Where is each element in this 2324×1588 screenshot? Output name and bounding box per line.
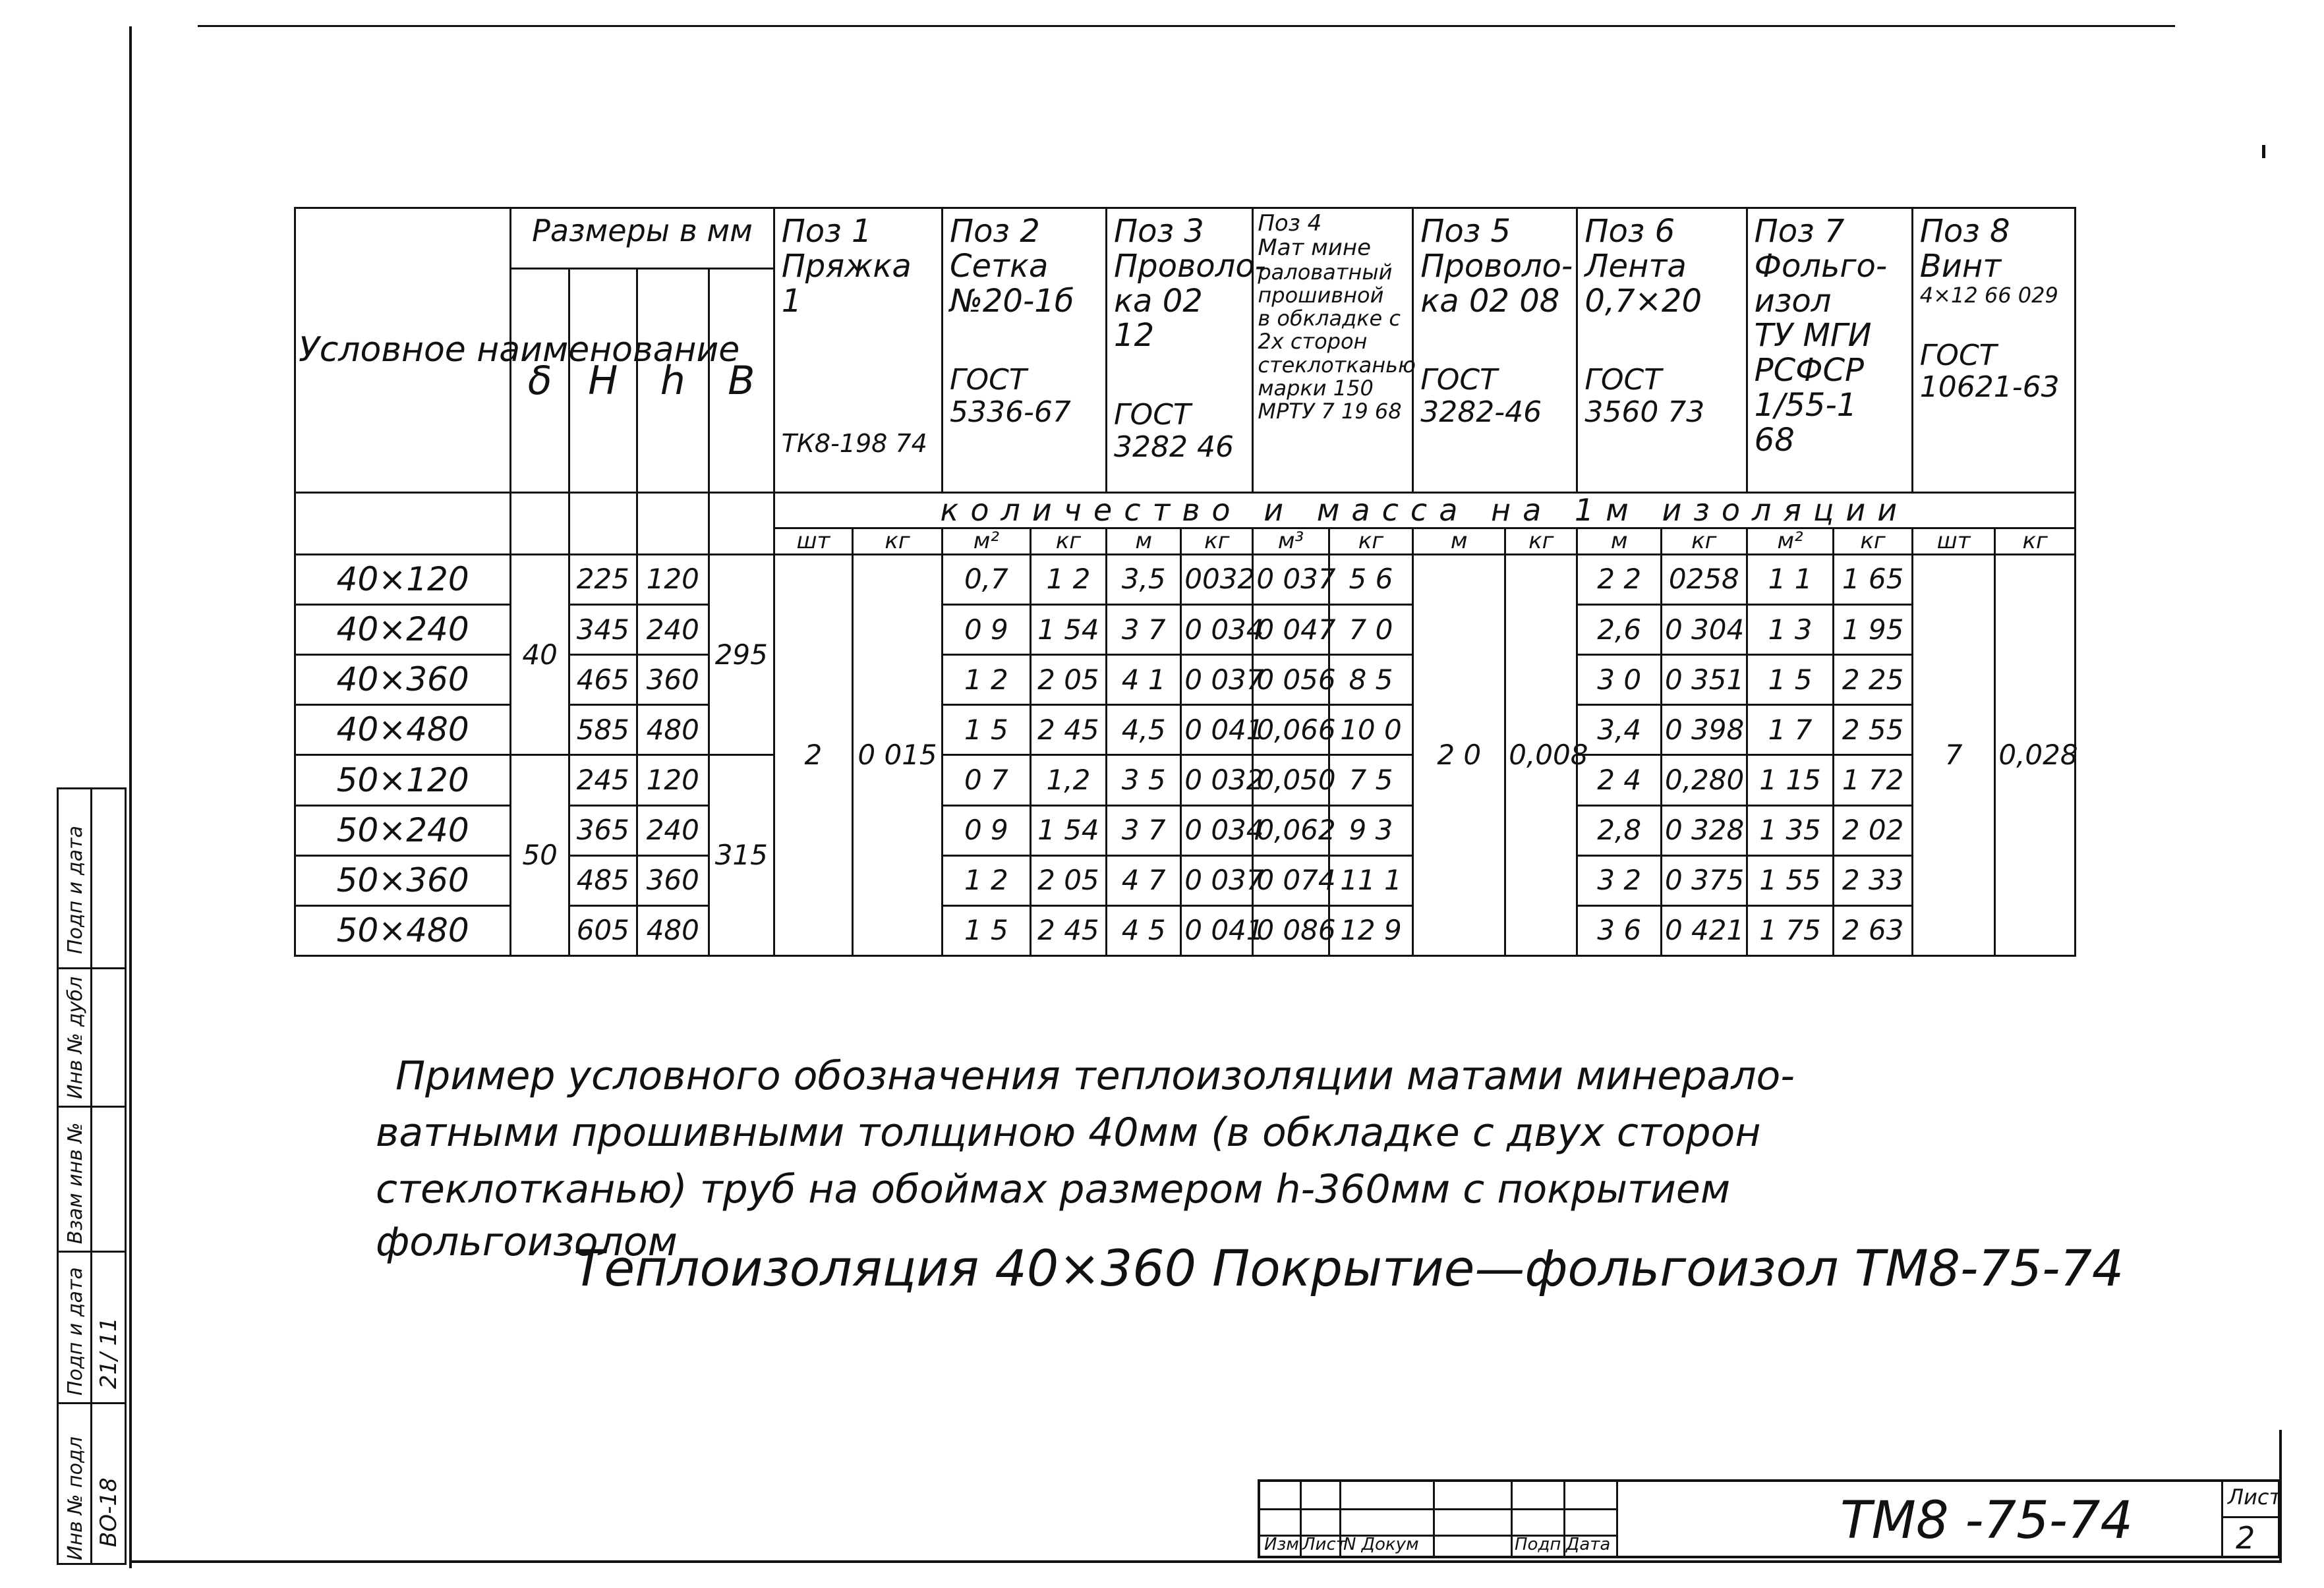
pos4-line7: марки 150 bbox=[1258, 375, 1374, 401]
stamp-label-inv-podl: Инв № подл bbox=[64, 1436, 87, 1560]
cell-p6-kg: 0 304 bbox=[1661, 605, 1747, 655]
p5-m: 2 0 bbox=[1413, 554, 1505, 955]
unit-11: м bbox=[1577, 528, 1662, 554]
cell-p2-m2: 0 7 bbox=[942, 755, 1030, 805]
cell-p3-m: 4 5 bbox=[1107, 905, 1181, 955]
cell-p4-m3: 0 074 bbox=[1253, 855, 1329, 905]
cell-p2-kg: 1 54 bbox=[1030, 805, 1106, 855]
pos4-std: МРТУ 7 19 68 bbox=[1258, 398, 1402, 424]
pos4-line2: раловатный bbox=[1258, 259, 1393, 285]
name-spacer bbox=[295, 493, 511, 555]
header-pos3 bbox=[1107, 208, 1266, 493]
row-name: 40×360 bbox=[295, 655, 511, 705]
stamp-cell-border bbox=[59, 1251, 125, 1253]
cell-p7-m2: 1 15 bbox=[1747, 755, 1834, 805]
cell-p7-kg: 2 33 bbox=[1834, 855, 1912, 905]
p8-qty: 7 bbox=[1912, 554, 1995, 955]
pos1-title: Поз 1 bbox=[781, 213, 872, 250]
cell-p4-kg: 10 0 bbox=[1329, 705, 1413, 755]
cell-h: 240 bbox=[637, 805, 709, 855]
cell-p6-m: 2 2 bbox=[1577, 554, 1662, 604]
cell-p6-kg: 0 351 bbox=[1661, 655, 1747, 705]
cell-h: 120 bbox=[637, 755, 709, 805]
cell-p6-kg: 0,280 bbox=[1661, 755, 1747, 805]
row-name: 50×480 bbox=[295, 905, 511, 955]
pos7-title: Поз 7 bbox=[1754, 213, 1845, 250]
pos5-line1: Проволо- bbox=[1420, 247, 1573, 285]
cell-p7-kg: 1 65 bbox=[1834, 554, 1912, 604]
pos8-line1: Винт bbox=[1919, 247, 2002, 285]
pos5-line2: ка 02 08 bbox=[1420, 282, 1560, 320]
cell-p7-m2: 1 35 bbox=[1747, 805, 1834, 855]
cell-p6-m: 2,8 bbox=[1577, 805, 1662, 855]
pos4-line4: в обкладке с bbox=[1258, 306, 1401, 331]
pos4-title: Поз 4 bbox=[1258, 210, 1322, 237]
unit-8: кг bbox=[1329, 528, 1413, 554]
unit-2: кг bbox=[853, 528, 943, 554]
cell-p2-kg: 1,2 bbox=[1030, 755, 1106, 805]
pos3-line2: ка 02 12 bbox=[1114, 282, 1203, 354]
dim-col-B bbox=[709, 269, 774, 493]
pos8-title: Поз 8 bbox=[1919, 213, 2010, 250]
cell-p4-m3: 0 037 bbox=[1253, 554, 1329, 604]
cell-p6-m: 3 0 bbox=[1577, 655, 1662, 705]
cell-p3-kg: 0032 bbox=[1181, 554, 1253, 604]
cell-p6-kg: 0 421 bbox=[1661, 905, 1747, 955]
cell-p7-kg: 2 55 bbox=[1834, 705, 1912, 755]
pos2-std: ГОСТ 5336-67 bbox=[949, 363, 1071, 429]
cell-p3-m: 4,5 bbox=[1107, 705, 1181, 755]
cell-h: 120 bbox=[637, 554, 709, 604]
delta-spacer bbox=[511, 493, 569, 555]
row-name: 50×120 bbox=[295, 755, 511, 805]
cell-H: 605 bbox=[569, 905, 637, 955]
cell-p2-kg: 2 45 bbox=[1030, 905, 1106, 955]
cell-p2-m2: 0 9 bbox=[942, 605, 1030, 655]
B-315: 315 bbox=[709, 755, 774, 956]
pos2-title: Поз 2 bbox=[949, 213, 1040, 250]
cell-p3-kg: 0 034 bbox=[1181, 605, 1253, 655]
unit-16: кг bbox=[1995, 528, 2076, 554]
cell-p6-kg: 0 398 bbox=[1661, 705, 1747, 755]
pos4-line1: Мат мине bbox=[1258, 235, 1372, 262]
pos8-line2: 4×12 66 029 bbox=[1919, 282, 2058, 308]
cell-p2-m2: 1 5 bbox=[942, 705, 1030, 755]
cell-p4-m3: 0,050 bbox=[1253, 755, 1329, 805]
B-295: 295 bbox=[709, 554, 774, 755]
pos3-std: ГОСТ 3282 46 bbox=[1114, 398, 1234, 464]
cell-H: 465 bbox=[569, 655, 637, 705]
cell-p3-m: 4 1 bbox=[1107, 655, 1181, 705]
cell-H: 485 bbox=[569, 855, 637, 905]
specification-table bbox=[294, 207, 2076, 957]
pos1-line1: Пряжка 1 bbox=[781, 247, 912, 320]
cell-p3-kg: 0 034 bbox=[1181, 805, 1253, 855]
dims-header-text: Размеры в мм bbox=[532, 213, 753, 248]
unit-9: м bbox=[1413, 528, 1505, 554]
unit-15: шт bbox=[1912, 528, 1995, 554]
cell-p7-kg: 2 25 bbox=[1834, 655, 1912, 705]
cell-p3-kg: 0 037 bbox=[1181, 855, 1253, 905]
cell-p4-kg: 11 1 bbox=[1329, 855, 1413, 905]
cell-p6-m: 3 2 bbox=[1577, 855, 1662, 905]
cell-p7-m2: 1 3 bbox=[1747, 605, 1834, 655]
cell-p7-m2: 1 1 bbox=[1747, 554, 1834, 604]
cell-p4-m3: 0,066 bbox=[1253, 705, 1329, 755]
note-line-3: стеклотканью) труб на обоймах размером h-360мм с покрытием bbox=[376, 1166, 1731, 1212]
pos7-line4: РСФСР bbox=[1754, 352, 1864, 389]
cell-p3-m: 3 5 bbox=[1107, 755, 1181, 805]
cell-p3-m: 4 7 bbox=[1107, 855, 1181, 905]
row-name: 50×360 bbox=[295, 855, 511, 905]
cell-p6-kg: 0 375 bbox=[1661, 855, 1747, 905]
pos5-std: ГОСТ 3282-46 bbox=[1420, 363, 1542, 429]
qty-header-text: количество и масса на 1м изоляции bbox=[940, 492, 1909, 528]
pos7-line2: изол bbox=[1754, 282, 1832, 320]
cell-p2-kg: 2 05 bbox=[1030, 655, 1106, 705]
cell-p3-m: 3 7 bbox=[1107, 805, 1181, 855]
p8-kg: 0,028 bbox=[1995, 554, 2076, 955]
cell-h: 240 bbox=[637, 605, 709, 655]
dim-B-label: В bbox=[728, 357, 755, 404]
approval-stamp bbox=[57, 787, 127, 1565]
cell-p2-m2: 1 2 bbox=[942, 855, 1030, 905]
sheet-number: 2 bbox=[2236, 1520, 2255, 1556]
B-spacer bbox=[709, 493, 774, 555]
pos4-line3: прошивной bbox=[1258, 282, 1384, 308]
stamp-cell-border bbox=[59, 1106, 125, 1108]
pos7-line3: ТУ МГИ bbox=[1754, 317, 1872, 354]
row-name: 40×480 bbox=[295, 705, 511, 755]
tb-col bbox=[1433, 1482, 1435, 1556]
cell-p2-kg: 2 05 bbox=[1030, 855, 1106, 905]
cell-H: 365 bbox=[569, 805, 637, 855]
title-block bbox=[1258, 1479, 2280, 1558]
dim-col-H bbox=[569, 269, 637, 493]
pos6-line1: Лента bbox=[1584, 247, 1687, 285]
cell-p2-kg: 1 2 bbox=[1030, 554, 1106, 604]
cell-p6-m: 2,6 bbox=[1577, 605, 1662, 655]
pos4-line6: стеклотканью bbox=[1258, 352, 1416, 378]
stamp-inv-number: ВО-18 bbox=[96, 1477, 122, 1547]
cell-p7-kg: 1 95 bbox=[1834, 605, 1912, 655]
cell-p4-m3: 0 047 bbox=[1253, 605, 1329, 655]
pos4-line5: 2х сторон bbox=[1258, 329, 1368, 354]
cell-p3-kg: 0 041 bbox=[1181, 705, 1253, 755]
unit-3: м² bbox=[942, 528, 1030, 554]
pos6-std: ГОСТ 3560 73 bbox=[1584, 363, 1705, 429]
pos5-title: Поз 5 bbox=[1420, 213, 1511, 250]
unit-7: м³ bbox=[1253, 528, 1329, 554]
tb-col bbox=[1563, 1482, 1565, 1556]
cell-p6-kg: 0 328 bbox=[1661, 805, 1747, 855]
dim-col-delta bbox=[511, 269, 569, 493]
header-pos5 bbox=[1413, 208, 1577, 493]
cell-p2-kg: 1 54 bbox=[1030, 605, 1106, 655]
cell-p7-m2: 1 75 bbox=[1747, 905, 1834, 955]
edge-mark bbox=[2262, 145, 2265, 158]
stamp-label-vzam-inv: Взам инв № bbox=[64, 1122, 87, 1244]
tb-label-izm: Изм bbox=[1264, 1535, 1299, 1554]
header-pos8 bbox=[1912, 208, 2075, 493]
stamp-label-podp-data-2: Подп и дата bbox=[64, 1267, 87, 1396]
p1-qty: 2 bbox=[774, 554, 852, 955]
header-pos7 bbox=[1747, 208, 1912, 493]
pos7-std: 1/55-1 68 bbox=[1754, 386, 1857, 459]
unit-10: кг bbox=[1505, 528, 1577, 554]
note-line-4: фольгоизолом bbox=[376, 1219, 678, 1265]
pos6-line2: 0,7×20 bbox=[1584, 282, 1702, 320]
pos2-line2: №20-1б bbox=[949, 282, 1074, 320]
cell-p2-m2: 0 9 bbox=[942, 805, 1030, 855]
dim-col-h bbox=[637, 269, 709, 493]
pos7-line1: Фольго- bbox=[1754, 247, 1888, 285]
pos3-title: Поз 3 bbox=[1114, 213, 1204, 250]
cell-p4-kg: 9 3 bbox=[1329, 805, 1413, 855]
H-spacer bbox=[569, 493, 637, 555]
pos8-std: ГОСТ 10621-63 bbox=[1919, 338, 2060, 405]
cell-p7-m2: 1 55 bbox=[1747, 855, 1834, 905]
unit-6: кг bbox=[1181, 528, 1253, 554]
stamp-cell-border bbox=[59, 1402, 125, 1404]
cell-h: 360 bbox=[637, 655, 709, 705]
row-name: 40×240 bbox=[295, 605, 511, 655]
dim-H-label: Н bbox=[588, 357, 618, 404]
stamp-cell-border bbox=[59, 967, 125, 969]
dim-delta-label: δ bbox=[527, 357, 552, 404]
unit-1: шт bbox=[774, 528, 852, 554]
cell-p7-kg: 1 72 bbox=[1834, 755, 1912, 805]
cell-p6-m: 3 6 bbox=[1577, 905, 1662, 955]
sheet-box bbox=[2221, 1479, 2280, 1558]
qty-header bbox=[774, 493, 2075, 528]
tb-label-podp: Подп bbox=[1515, 1535, 1561, 1554]
cell-p6-m: 3,4 bbox=[1577, 705, 1662, 755]
tb-col bbox=[1300, 1482, 1302, 1556]
pos1-std: ТК8-198 74 bbox=[781, 429, 927, 459]
note-line-1: Пример условного обозначения теплоизоляции матами минерало- bbox=[395, 1053, 1795, 1099]
tb-label-data: Дата bbox=[1566, 1535, 1611, 1554]
sheet-label: Лист bbox=[2228, 1485, 2282, 1510]
table-row bbox=[295, 755, 2076, 805]
cell-p2-m2: 1 5 bbox=[942, 905, 1030, 955]
tb-col bbox=[1511, 1482, 1513, 1556]
pos3-line1: Проволо- bbox=[1114, 247, 1266, 285]
cell-p6-kg: 0258 bbox=[1661, 554, 1747, 604]
tb-col bbox=[1616, 1482, 1618, 1556]
tb-row bbox=[1260, 1508, 1616, 1510]
cell-p3-m: 3 7 bbox=[1107, 605, 1181, 655]
cell-h: 480 bbox=[637, 905, 709, 955]
h-spacer bbox=[637, 493, 709, 555]
cell-p4-m3: 0 086 bbox=[1253, 905, 1329, 955]
cell-p3-kg: 0 041 bbox=[1181, 905, 1253, 955]
pos6-title: Поз 6 bbox=[1584, 213, 1675, 250]
cell-p3-m: 3,5 bbox=[1107, 554, 1181, 604]
cell-H: 345 bbox=[569, 605, 637, 655]
cell-H: 225 bbox=[569, 554, 637, 604]
cell-H: 245 bbox=[569, 755, 637, 805]
cell-p7-m2: 1 7 bbox=[1747, 705, 1834, 755]
unit-14: кг bbox=[1834, 528, 1912, 554]
sheet-divider bbox=[2221, 1479, 2223, 1558]
header-dims bbox=[511, 208, 774, 269]
cell-p3-kg: 0 032 bbox=[1181, 755, 1253, 805]
tb-label-list: Лист bbox=[1302, 1535, 1346, 1554]
row-name: 40×120 bbox=[295, 554, 511, 604]
table-row bbox=[295, 554, 2076, 604]
cell-p4-m3: 0 056 bbox=[1253, 655, 1329, 705]
document-code: ТМ8 -75-74 bbox=[1840, 1491, 2134, 1550]
cell-p2-kg: 2 45 bbox=[1030, 705, 1106, 755]
tb-label-ndok: N Докум bbox=[1343, 1535, 1419, 1554]
bottom-frame-line bbox=[129, 1560, 2282, 1563]
cell-p4-m3: 0,062 bbox=[1253, 805, 1329, 855]
cell-p2-m2: 1 2 bbox=[942, 655, 1030, 705]
cell-p4-kg: 7 0 bbox=[1329, 605, 1413, 655]
header-pos6 bbox=[1577, 208, 1747, 493]
designation-example: Теплоизоляция 40×360 Покрытие—фольгоизол ТМ8-75-74 bbox=[573, 1239, 2124, 1297]
cell-p4-kg: 5 6 bbox=[1329, 554, 1413, 604]
cell-p6-m: 2 4 bbox=[1577, 755, 1662, 805]
cell-p7-kg: 2 63 bbox=[1834, 905, 1912, 955]
note-line-2: ватными прошивными толщиною 40мм (в обкладке с двух сторон bbox=[376, 1110, 1761, 1156]
cell-p4-kg: 8 5 bbox=[1329, 655, 1413, 705]
header-pos4 bbox=[1253, 208, 1416, 493]
stamp-divider bbox=[90, 789, 92, 1563]
unit-5: м bbox=[1107, 528, 1181, 554]
cell-p3-kg: 0 037 bbox=[1181, 655, 1253, 705]
cell-p7-kg: 2 02 bbox=[1834, 805, 1912, 855]
cell-p2-m2: 0,7 bbox=[942, 554, 1030, 604]
unit-13: м² bbox=[1747, 528, 1834, 554]
sheet-divider-h bbox=[2221, 1516, 2280, 1518]
header-pos2 bbox=[942, 208, 1106, 493]
dim-h-label: h bbox=[660, 357, 685, 404]
row-name: 50×240 bbox=[295, 805, 511, 855]
cell-h: 360 bbox=[637, 855, 709, 905]
delta-40: 40 bbox=[511, 554, 569, 755]
p1-kg: 0 015 bbox=[853, 554, 943, 955]
unit-12: кг bbox=[1661, 528, 1747, 554]
header-pos1 bbox=[774, 208, 942, 493]
cell-p4-kg: 7 5 bbox=[1329, 755, 1413, 805]
stamp-label-podp-data-1: Подп и дата bbox=[64, 826, 87, 954]
delta-50: 50 bbox=[511, 755, 569, 956]
top-frame-line bbox=[198, 25, 2175, 27]
cell-p7-m2: 1 5 bbox=[1747, 655, 1834, 705]
pos2-line1: Сетка bbox=[949, 247, 1049, 285]
p5-kg: 0,008 bbox=[1505, 554, 1577, 955]
cell-h: 480 bbox=[637, 705, 709, 755]
header-name-text: Условное наименование bbox=[299, 329, 740, 370]
cell-H: 585 bbox=[569, 705, 637, 755]
stamp-label-inv-dubl: Инв № дубл bbox=[64, 976, 87, 1099]
stamp-handwritten-date: 21/ 11 bbox=[96, 1317, 122, 1389]
cell-p4-kg: 12 9 bbox=[1329, 905, 1413, 955]
left-frame-line bbox=[129, 26, 132, 1568]
unit-4: кг bbox=[1030, 528, 1106, 554]
